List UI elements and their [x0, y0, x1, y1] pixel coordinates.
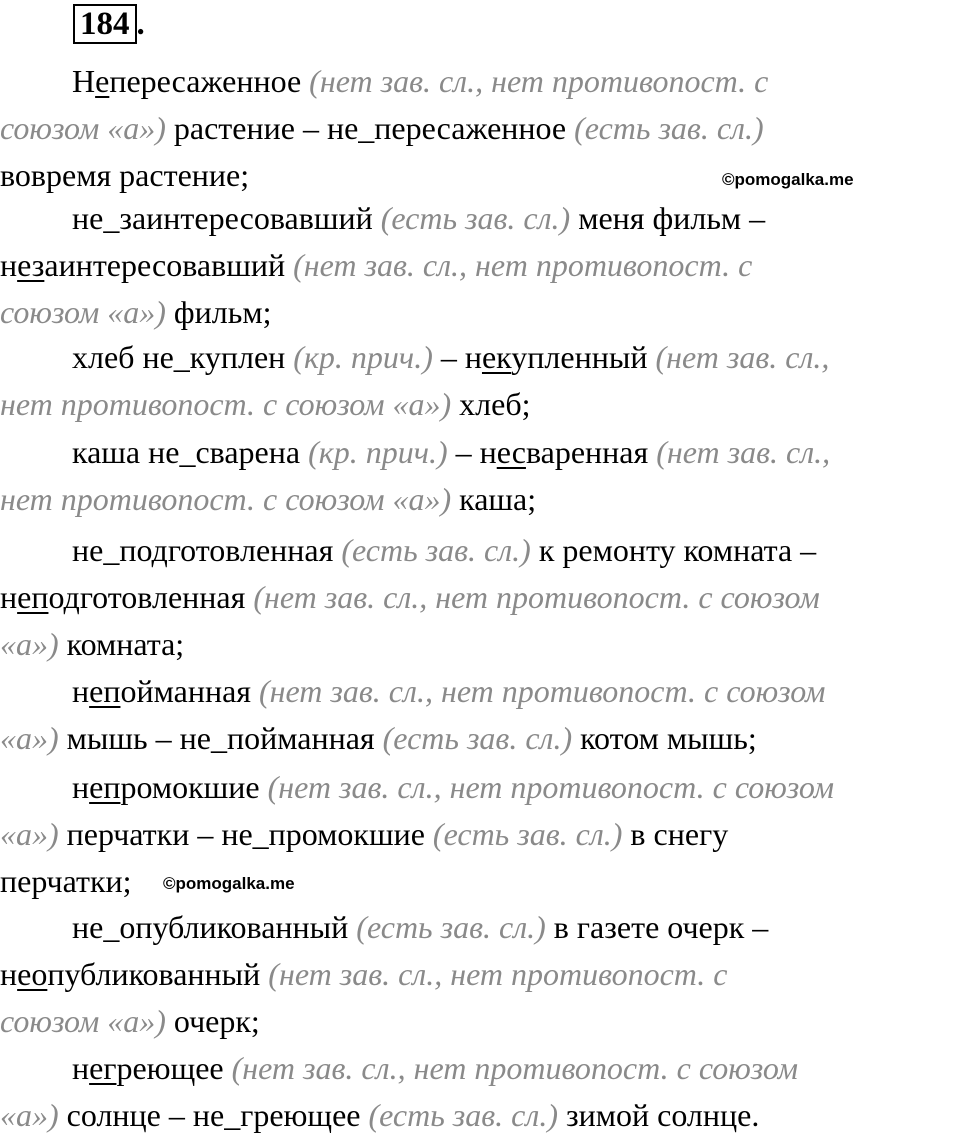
text-segment: перчатки – не_промокшие — [58, 816, 433, 852]
grammar-comment: (нет зав. сл., нет противопост. с — [268, 956, 728, 992]
text-segment: н — [72, 1050, 90, 1086]
text-segment: пересаженное — [109, 63, 310, 99]
text-segment: публикованный — [47, 956, 269, 992]
paragraph — [0, 58, 960, 199]
text-segment: каша не_сварена — [72, 434, 309, 470]
grammar-comment: (кр. прич.) — [293, 339, 433, 375]
grammar-comment: (кр. прич.) — [308, 434, 448, 470]
grammar-comment: союзом «а») — [0, 1003, 166, 1039]
text-segment: ойманная — [120, 673, 259, 709]
grammar-comment: нет противопост. с союзом «а») — [0, 481, 452, 517]
text-segment: хлеб; — [451, 386, 531, 422]
underlined-letters: е — [95, 63, 110, 99]
grammar-comment: (есть зав. сл.) — [574, 110, 764, 146]
text-segment: меня фильм – — [570, 200, 766, 236]
grammar-comment: (нет зав. сл., — [655, 339, 830, 375]
grammar-comment: нет противопост. с союзом «а») — [0, 386, 452, 422]
text-segment: одготовленная — [48, 579, 254, 615]
grammar-comment: (нет зав. сл., нет противопост. с союзом — [231, 1050, 799, 1086]
underlined-letters: ег — [89, 1050, 117, 1086]
exercise-number-box: 184 — [73, 4, 137, 44]
text-segment: растение – не_пересаженное — [165, 110, 575, 146]
text-segment: каша; — [451, 481, 537, 517]
paragraph — [0, 195, 960, 336]
paragraph — [0, 764, 960, 905]
underlined-letters: еп — [17, 579, 49, 615]
grammar-comment: (нет зав. сл., нет противопост. с союзом — [253, 579, 820, 615]
text-segment: – н — [432, 339, 482, 375]
text-segment: ромокшие — [120, 769, 268, 805]
grammar-comment: союзом «а») — [0, 294, 166, 330]
paragraph — [0, 527, 960, 668]
text-segment: аинтересовавший — [44, 247, 294, 283]
text-segment: не_подготовленная — [72, 532, 342, 568]
text-segment: н — [0, 247, 18, 283]
grammar-comment: (есть зав. сл.) — [380, 200, 571, 236]
grammar-comment: (нет зав. сл., нет противопост. с союзом — [267, 769, 835, 805]
text-segment: н — [72, 769, 90, 805]
text-segment: не_заинтересовавший — [72, 200, 381, 236]
text-segment: вовремя растение; — [0, 157, 250, 193]
text-segment: котом мышь; — [572, 720, 757, 756]
text-segment: н — [0, 956, 18, 992]
text-segment: мышь – не_пойманная — [58, 720, 383, 756]
text-segment: в снегу — [622, 816, 729, 852]
text-segment: н — [0, 579, 18, 615]
grammar-comment: (нет зав. сл., — [656, 434, 831, 470]
text-segment: – н — [447, 434, 497, 470]
text-segment: зимой солнце. — [557, 1097, 760, 1133]
grammar-comment: (нет зав. сл., нет противопост. с союзом — [258, 673, 826, 709]
text-segment: солнце – не_греющее — [58, 1097, 369, 1133]
grammar-comment: (есть зав. сл.) — [341, 532, 531, 568]
text-segment: комната; — [58, 626, 185, 662]
text-segment: н — [72, 673, 90, 709]
grammar-comment: «а») — [0, 720, 59, 756]
grammar-comment: (нет зав. сл., нет противопост. с — [309, 63, 769, 99]
grammar-comment: «а») — [0, 816, 59, 852]
paragraph — [0, 1045, 960, 1139]
underlined-letters: ес — [496, 434, 526, 470]
grammar-comment: (есть зав. сл.) — [382, 720, 573, 756]
text-segment: перчатки; — [0, 863, 132, 899]
grammar-comment: (нет зав. сл., нет противопост. с — [293, 247, 753, 283]
watermark: ©pomogalka.me — [722, 170, 854, 189]
text-segment: хлеб не_куплен — [72, 339, 294, 375]
text-segment: к ремонту комната – — [530, 532, 817, 568]
text-segment: очерк; — [165, 1003, 260, 1039]
paragraph — [0, 904, 960, 1045]
grammar-comment: (есть зав. сл.) — [368, 1097, 558, 1133]
underlined-letters: ек — [481, 339, 512, 375]
text-segment: упленный — [511, 339, 656, 375]
text-segment: реющее — [116, 1050, 232, 1086]
exercise-number — [73, 4, 145, 44]
paragraph — [0, 668, 960, 762]
grammar-comment: союзом «а») — [0, 110, 166, 146]
grammar-comment: «а») — [0, 626, 59, 662]
grammar-comment: «а») — [0, 1097, 59, 1133]
text-segment: в газете очерк – — [545, 909, 769, 945]
text-segment: Н — [72, 63, 96, 99]
paragraph — [0, 334, 960, 428]
underlined-letters: еп — [89, 673, 121, 709]
text-segment: не_опубликованный — [72, 909, 357, 945]
underlined-letters: ез — [17, 247, 45, 283]
text-segment: варенная — [525, 434, 657, 470]
text-segment: фильм; — [165, 294, 272, 330]
underlined-letters: ео — [17, 956, 48, 992]
paragraph — [0, 429, 960, 523]
watermark: ©pomogalka.me — [163, 874, 295, 893]
exercise-number-suffix: . — [136, 6, 145, 42]
grammar-comment: (есть зав. сл.) — [356, 909, 546, 945]
grammar-comment: (есть зав. сл.) — [432, 816, 623, 852]
underlined-letters: еп — [89, 769, 121, 805]
